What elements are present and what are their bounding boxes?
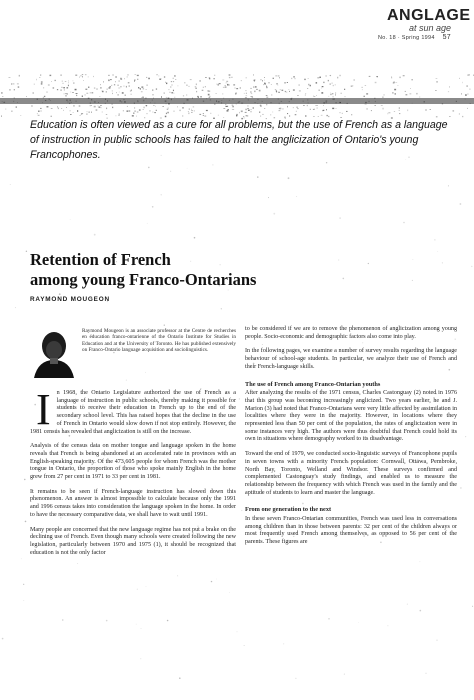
title-line-2: among young Franco-Ontarians: [30, 270, 257, 289]
page-number: 57: [442, 34, 451, 41]
left-para-3: It remains to be seen if French-language instruction has slowed down this phenomenon. An answer is almost impossible to calculate because only the 1991 and 1996 census takes into consideration the language spoken in the home. In order to have the necessary comparative data, we shall have to wait until 1991.: [30, 488, 236, 518]
drop-cap: I: [36, 385, 51, 434]
subheading-1: The use of French among Franco-Ontarian youths: [245, 380, 381, 388]
right-para-5: In these seven Franco-Ontarian communities, French was used less in conversations among children than in those between parents: 32 per cent of the children always or most frequently used French among themselves, as opposed to 56 per cent of the parents. These figures are: [245, 516, 457, 546]
issue-text: No. 18 · Spring 1994: [378, 35, 435, 41]
right-para-2: In the following pages, we examine a number of survey results regarding the language behaviour of school-age students. In particular, we analyze their use of French and their French-language skills.: [245, 348, 457, 370]
author-bio: Raymond Mougeon is an associate professor at the Centre de recherches en éducation franco-ontarienne of the Ontario Institute for Studies in Education and at the University of Toronto. He has published extensively on Franco-Ontario language acquisition and sociolinguistics.: [82, 328, 236, 354]
right-para-4: Toward the end of 1979, we conducted socio-linguistic surveys of Francophone pupils in seven towns with a minority French population: Cornwall, Ottawa, Pembroke, North Bay, Toronto, Welland and Windsor. These surveys confirmed and complemented Castonguay's study findings, and enabled us to measure the relationship between the frequency with which French was used in the family and the aptitude of students to learn and master the language.: [245, 451, 457, 496]
right-para-1: to be considered if we are to remove the phenomenon of anglicization among young people. Socio-economic and demographic factors also come into play.: [245, 326, 457, 340]
logo-main-text: ANGLAGE: [387, 7, 471, 24]
left-para-1-text: n 1968, the Ontario Legislature authorized the use of French as a language of instruction in public schools, thereby making it possible for students to receive their education in French up to the end of the secondary school level. This has raised hopes that the decline in the use of French in Ontario would slow down if not stop entirely. However, the 1981 census has revealed that anglicization is still on the increase.: [30, 390, 236, 435]
magazine-logo: [387, 8, 469, 33]
left-column: [30, 326, 236, 564]
article-deck: Education is often viewed as a cure for all problems, but the use of French as a language of instruction in public schools has failed to halt the anglicization of Ontario's young Francophones.: [30, 119, 448, 162]
title-line-1: Retention of French: [30, 250, 171, 269]
left-para-4: Many people are concerned that the new language regime has not put a brake on the declining use of French. Even though many schools were created following the new legislation, particularly between 1970 and 1975 (1), it should be recognized that education is not the only factor: [30, 526, 236, 556]
right-para-3: After analyzing the results of the 1971 census, Charles Castonguay (2) noted in 1976 that this group was becoming increasingly anglicized. Two years earlier, he and J. Marion (3) had noted that Franco-Ontarians were very little affected by assimilation in localities where they were in the majority. However, in locations where they represented less than 50 per cent of the population, the rates of anglicization were in some instances very high. The authors were thus doubtful that French could hold its own in situations where demography worked to its disadvantage.: [245, 390, 457, 443]
logo-sub-text: at sun age: [409, 23, 452, 33]
subheading-2: From one generation to the next: [245, 506, 332, 514]
left-para-2: Analysis of the census data on mother tongue and language spoken in the home reveals that French is being abandoned at an accelerated rate in provinces with an English-speaking majority. Of the 473,605 people for whom French was the mother tongue in Ontario, the proportion of those who spoke mainly English in the home grew from 27 per cent in 1971 to 33 per cent in 1981.: [30, 443, 236, 481]
author-byline: RAYMOND MOUGEON: [30, 296, 110, 303]
article-title: [30, 250, 390, 290]
left-para-1: [30, 385, 236, 436]
right-column: [245, 326, 457, 554]
issue-line: [378, 34, 451, 41]
author-portrait: [30, 326, 78, 378]
author-bio-block: [30, 326, 236, 382]
